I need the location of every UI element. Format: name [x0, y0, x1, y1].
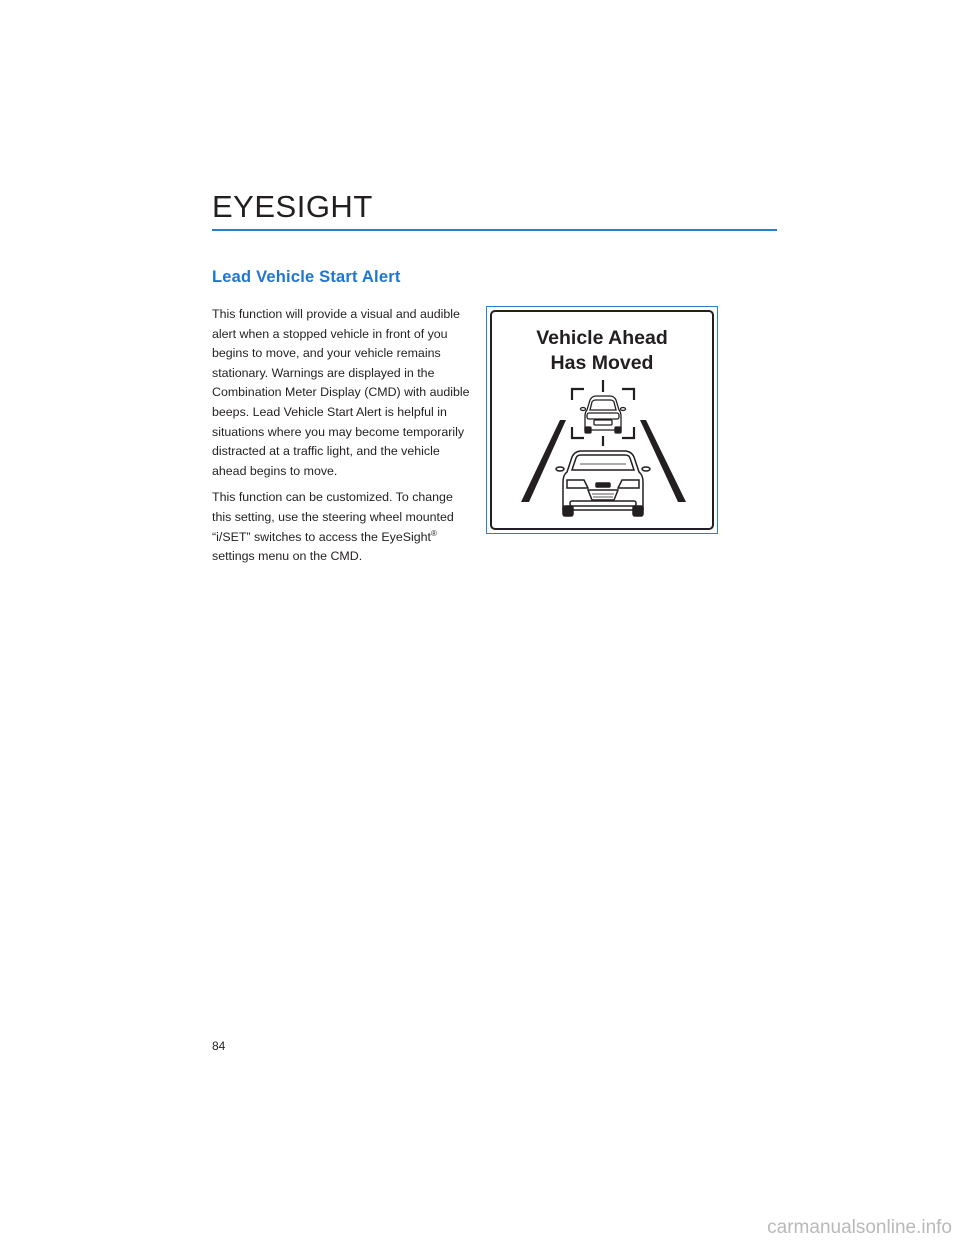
lead-vehicle-icon	[581, 396, 626, 433]
article-heading: Lead Vehicle Start Alert	[212, 268, 401, 286]
paragraph-2	[212, 488, 474, 566]
registered-mark: ®	[430, 528, 437, 538]
paragraph-1: This function will provide a visual and audible alert when a stopped vehicle in front of you begins to move, and your vehicle remains stationary. Warnings are displayed in the Combination Meter Display (CMD) with audible beeps. Lead Vehicle Start Alert is helpful in situations where you may become temporarily distracted at a traffic light, and the vehicle ahead begins to move.	[212, 307, 470, 478]
article-body	[212, 305, 474, 574]
page-number: 84	[212, 1039, 226, 1053]
alert-figure	[486, 306, 718, 534]
section-title: EYESIGHT	[212, 189, 373, 224]
display-screen	[490, 310, 714, 530]
alert-scene	[492, 312, 714, 530]
watermark: carmanualsonline.info	[767, 1217, 952, 1238]
own-vehicle-icon	[556, 451, 650, 516]
paragraph-2-text: This function can be customized. To change this setting, use the steering wheel mounted “i/SET” switches to access the EyeSight	[212, 490, 454, 544]
alert-message-line-1: Vehicle Ahead	[536, 327, 668, 349]
alert-message-line-2: Has Moved	[550, 352, 654, 374]
paragraph-2-end: settings menu on the CMD.	[212, 549, 363, 564]
title-divider	[212, 229, 777, 231]
